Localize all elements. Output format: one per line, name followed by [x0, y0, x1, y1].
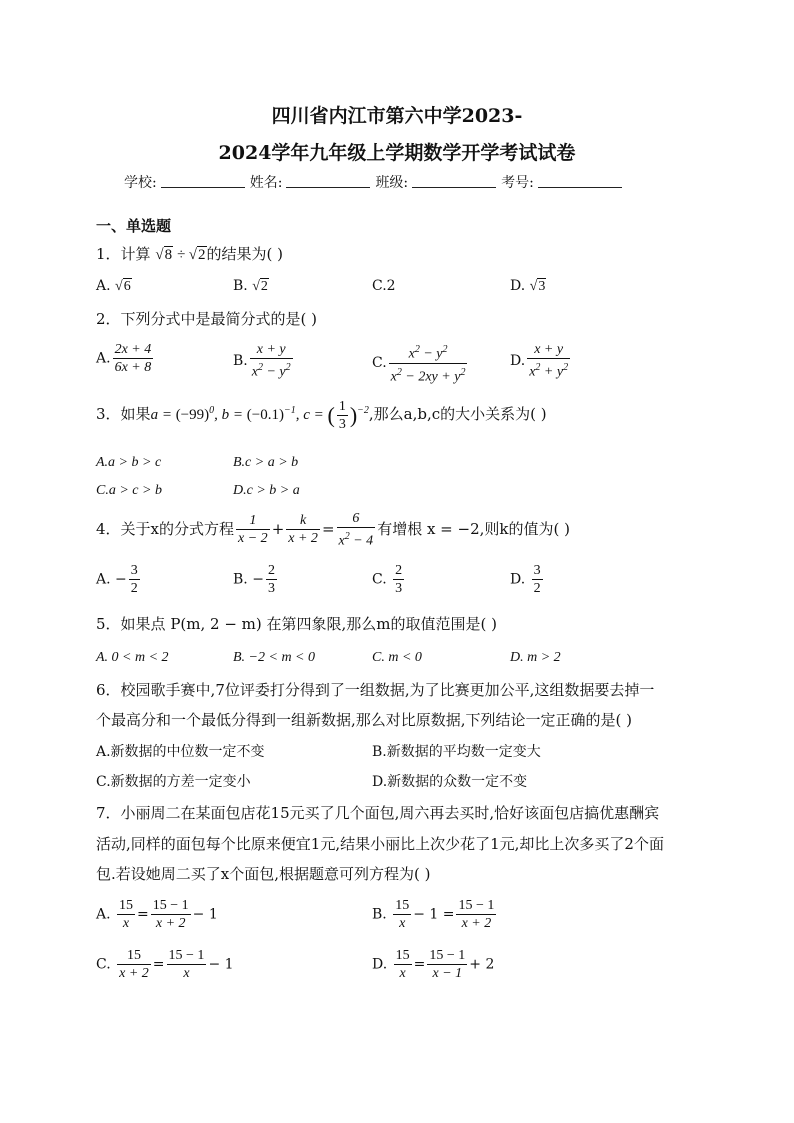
name-blank: [286, 174, 370, 188]
question-7-line-1: [96, 802, 659, 823]
option-b[interactable]: [233, 341, 295, 381]
option-label: B.: [233, 352, 248, 369]
fraction: $\frac{x^2 - y^2}{x^2 - 2xy + y^2}$: [389, 341, 468, 385]
question-number: 5．: [96, 615, 121, 633]
question-4: 4．关于x的分式方程 $\frac{1}{x - 2}$ + $\frac{k}{x + 2}$ = $\frac{6}{x^2 - 4}$ 有增根 x = −2,则k的值为( ): [96, 511, 570, 549]
option-b[interactable]: B.新数据的平均数一定变大: [372, 744, 541, 760]
question-text: 有增根 x = −2,则k的值为( ): [377, 519, 570, 538]
option-a[interactable]: [96, 278, 132, 295]
option-d[interactable]: D.c > b > a: [233, 483, 300, 498]
question-7-line-3: 包.若设她周二买了x个面包,根据题意可列方程为( ): [96, 865, 431, 883]
fraction: $\frac{1}{x - 2}$: [238, 513, 268, 547]
option-a[interactable]: A. 0 < m < 2: [96, 650, 169, 665]
option-label: B.: [372, 906, 387, 923]
option-d[interactable]: [510, 562, 545, 597]
question-number: 3．: [96, 404, 121, 423]
option-a[interactable]: A.a > b > c: [96, 455, 162, 470]
question-6-line-2: 个最高分和一个最低分得到一组新数据,那么对比原数据,下列结论一定正确的是( ): [96, 711, 633, 729]
option-d[interactable]: [510, 341, 572, 381]
option-b[interactable]: [233, 278, 269, 295]
title-line-2: 2024学年九年级上学期数学开学考试试卷: [218, 142, 576, 164]
fraction: $\frac{15 - 1}{x + 2}$: [458, 898, 495, 931]
option-b[interactable]: B.c > a > b: [233, 455, 299, 470]
option-label: D.: [372, 956, 388, 973]
fraction: $\frac{3}{2}$: [130, 563, 138, 596]
math-expression: √2: [252, 279, 268, 294]
option-label: A.: [96, 278, 111, 294]
option-label: B.: [233, 571, 248, 588]
question-6-line-1: [96, 679, 654, 700]
question-2: [96, 308, 317, 329]
school-label: 学校:: [124, 175, 157, 191]
option-d[interactable]: D.新数据的众数一定不变: [372, 774, 528, 790]
option-a[interactable]: A. $\frac{15}{x}$ = $\frac{15 - 1}{x + 2}$ − 1: [96, 898, 218, 931]
option-c[interactable]: C. $\frac{15}{x + 2}$ = $\frac{15 - 1}{x}$ − 1: [96, 948, 234, 981]
title-line-1: 四川省内江市第六中学2023-: [271, 105, 523, 127]
option-label: A.: [96, 350, 111, 367]
option-label: D.: [510, 352, 526, 369]
fraction: $\frac{15 - 1}{x + 2}$: [152, 898, 189, 931]
option-b[interactable]: B. $\frac{15}{x}$ − 1 = $\frac{15 - 1}{x + 2}$: [372, 898, 495, 931]
question-5: [96, 613, 497, 634]
fraction: $\frac{15}{x}$: [395, 948, 410, 981]
option-a[interactable]: A. − $\frac{3}{2}$: [96, 563, 138, 596]
option-label: A.: [96, 906, 111, 923]
question-number: 6．: [96, 681, 121, 699]
question-1: [96, 243, 283, 264]
math-expression: √8 ÷ √2: [155, 247, 206, 263]
option-label: C.: [372, 571, 387, 588]
fraction: $\frac{15 - 1}{x - 1}$: [429, 948, 466, 981]
question-text: 关于x的分式方程: [120, 519, 235, 538]
option-d[interactable]: D. $\frac{15}{x}$ = $\frac{15 - 1}{x - 1}$ + 2: [372, 948, 495, 981]
question-text: 的结果为( ): [206, 245, 284, 263]
fraction: $\frac{2}{3}$: [267, 563, 275, 596]
option-b[interactable]: B. − $\frac{2}{3}$: [233, 563, 275, 596]
question-text: 计算: [120, 245, 151, 263]
option-a[interactable]: A.新数据的中位数一定不变: [96, 744, 265, 760]
math-expression: √6: [115, 279, 131, 294]
option-label: C.: [372, 355, 387, 372]
option-c[interactable]: C.a > c > b: [96, 483, 162, 498]
fraction: $\frac{2x + 4}{6x + 8}$: [114, 342, 152, 375]
school-blank: [161, 174, 245, 188]
section-header: 一、单选题: [96, 217, 172, 235]
question-text: 小丽周二在某面包店花15元买了几个面包,周六再去买时,恰好该面包店搞优惠酬宾: [120, 804, 660, 822]
question-number: 2．: [96, 310, 121, 328]
option-label: A.: [96, 571, 111, 588]
option-c[interactable]: C.2: [372, 278, 396, 294]
question-7-line-2: 活动,同样的面包每个比原来便宜1元,结果小丽比上次少花了1元,却比上次多买了2个面: [96, 835, 664, 853]
option-c[interactable]: [372, 562, 406, 597]
option-c[interactable]: C.新数据的方差一定变小: [96, 774, 251, 790]
option-d[interactable]: D. m > 2: [510, 650, 561, 665]
number-blank: [538, 174, 622, 188]
option-label: D.: [510, 278, 526, 294]
question-number: 7．: [96, 804, 121, 822]
fraction: $\frac{3}{2}$: [533, 563, 541, 596]
fraction: $\frac{x + y}{x^2 + y^2}$: [529, 342, 569, 380]
fraction: $\frac{6}{x^2 - 4}$: [338, 511, 374, 549]
number-label: 考号:: [501, 175, 534, 191]
option-d[interactable]: [510, 278, 546, 295]
student-info-line: [124, 172, 627, 192]
question-text: 校园歌手赛中,7位评委打分得到了一组数据,为了比赛更加公平,这组数据要去掉一: [120, 681, 655, 699]
option-label: D.: [510, 571, 526, 588]
question-text: 如果点 P(m, 2 − m) 在第四象限,那么m的取值范围是( ): [120, 615, 497, 633]
fraction: $\frac{15 - 1}{x}$: [168, 948, 205, 981]
fraction: $\frac{15}{x}$: [119, 898, 134, 931]
name-label: 姓名:: [249, 175, 283, 191]
math-expression: √3: [529, 279, 546, 294]
class-blank: [412, 174, 496, 188]
question-text: 下列分式中是最简分式的是( ): [120, 310, 318, 328]
question-text: ,那么a,b,c的大小关系为( ): [368, 404, 547, 423]
question-number: 1．: [96, 245, 121, 263]
option-b[interactable]: B. −2 < m < 0: [233, 650, 316, 665]
fraction: $\frac{k}{x + 2}$: [288, 513, 318, 547]
fraction: $\frac{15}{x + 2}$: [119, 948, 149, 981]
fraction: $\frac{x + y}{x^2 - y^2}$: [251, 342, 291, 380]
option-c[interactable]: C. m < 0: [372, 650, 422, 665]
question-3: [96, 398, 547, 433]
option-a[interactable]: [96, 341, 155, 376]
question-number: 4．: [96, 519, 121, 538]
fraction: $\frac{2}{3}$: [395, 563, 403, 596]
class-label: 班级:: [375, 175, 409, 191]
option-label: C.: [96, 956, 111, 973]
option-label: B.: [233, 278, 248, 294]
fraction: $\frac{15}{x}$: [395, 898, 410, 931]
option-c[interactable]: [372, 341, 469, 385]
question-text: 如果: [120, 404, 151, 423]
math-expression: $a = (-99)^0$, $b = (-0.1)^{-1}$, c = ( $\frac{1}{3}$ )$^{-2}$: [150, 399, 369, 432]
